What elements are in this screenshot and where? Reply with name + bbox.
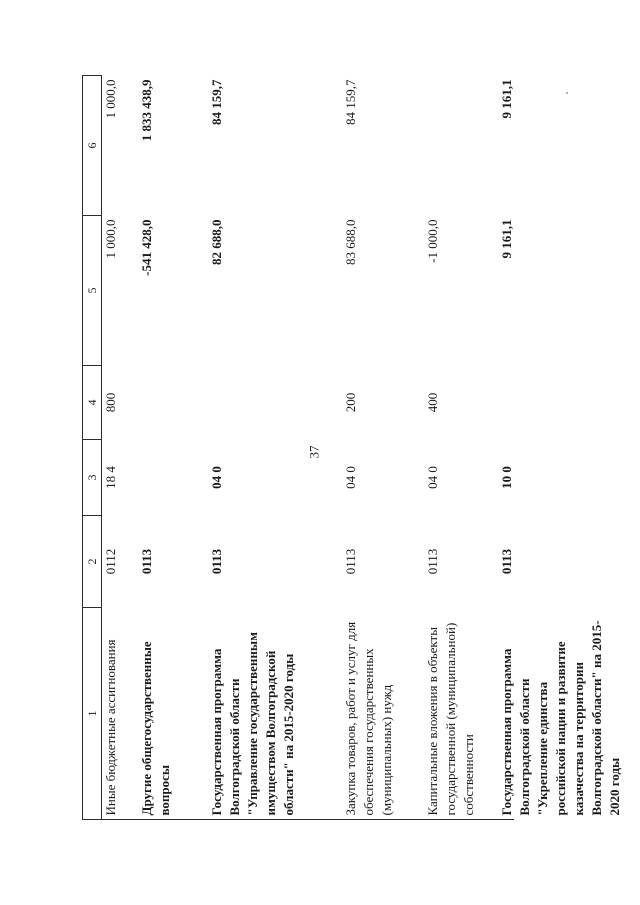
row-name: Государственная программа Волгоградской области "Укрепление единства российской нации и развитие казачества на территории Волгоградской области" на 2015-2020 годы bbox=[499, 620, 622, 816]
table-left-border bbox=[82, 819, 514, 820]
row-total: 84 159,7 bbox=[209, 79, 224, 125]
row-change: -541 428,0 bbox=[139, 219, 154, 276]
row-change: 9 161,1 bbox=[499, 219, 514, 259]
row-expense-type: 800 bbox=[102, 366, 125, 440]
row-target: 04 0 bbox=[425, 466, 440, 489]
column-number: 2 bbox=[83, 516, 102, 608]
table-row bbox=[496, 76, 624, 820]
scan-speck bbox=[566, 92, 568, 94]
row-target: 04 0 bbox=[343, 466, 358, 489]
table-row bbox=[334, 76, 422, 820]
column-number-row bbox=[83, 76, 102, 820]
column-number: 3 bbox=[83, 440, 102, 516]
row-target: 10 0 bbox=[499, 466, 514, 489]
page-number: 37 bbox=[306, 445, 322, 459]
budget-table-sheet bbox=[82, 76, 622, 820]
table-row bbox=[194, 76, 334, 820]
budget-table bbox=[82, 75, 624, 820]
row-expense-type bbox=[194, 366, 334, 440]
row-change: -1 000,0 bbox=[425, 219, 440, 263]
row-name: Государственная программа Волгоградской области "Управление государственным имуществом Волгоградской области" на 2015-2020 годы bbox=[209, 632, 296, 816]
row-name: Закупка товаров, работ и услуг для обеспечения государственных (муниципальных) нужд bbox=[343, 621, 394, 816]
row-target: 18 4 bbox=[102, 440, 125, 516]
row-section: 0113 bbox=[425, 548, 440, 575]
row-name: Капитальные вложения в объекты государственной (муниципальной) собственности bbox=[425, 622, 476, 816]
row-change: 1 000,0 bbox=[102, 216, 125, 366]
row-section: 0112 bbox=[102, 516, 125, 608]
table-row bbox=[102, 76, 125, 820]
column-number: 5 bbox=[83, 216, 102, 366]
row-total: 84 159,7 bbox=[343, 79, 358, 125]
row-expense-type bbox=[124, 366, 194, 440]
row-section: 0113 bbox=[209, 548, 224, 575]
column-number: 1 bbox=[83, 608, 102, 820]
row-expense-type bbox=[496, 366, 624, 440]
row-total bbox=[422, 76, 496, 216]
row-expense-type: 400 bbox=[425, 392, 440, 413]
table-row bbox=[422, 76, 496, 820]
table-row bbox=[124, 76, 194, 820]
row-total: 1 833 438,9 bbox=[139, 79, 154, 142]
row-expense-type: 200 bbox=[343, 392, 358, 413]
row-target bbox=[124, 440, 194, 516]
column-number: 4 bbox=[83, 366, 102, 440]
row-section: 0113 bbox=[499, 548, 514, 575]
row-total: 9 161,1 bbox=[499, 79, 514, 119]
row-name: Иные бюджетные ассигнования bbox=[102, 608, 125, 820]
column-number: 6 bbox=[83, 76, 102, 216]
row-section: 0113 bbox=[343, 548, 358, 575]
row-change: 83 688,0 bbox=[343, 219, 358, 265]
row-name: Другие общегосударственные вопросы bbox=[139, 641, 172, 816]
row-change: 82 688,0 bbox=[209, 219, 224, 265]
row-section: 0113 bbox=[139, 548, 154, 575]
row-total: 1 000,0 bbox=[102, 76, 125, 216]
row-target: 04 0 bbox=[209, 466, 224, 489]
